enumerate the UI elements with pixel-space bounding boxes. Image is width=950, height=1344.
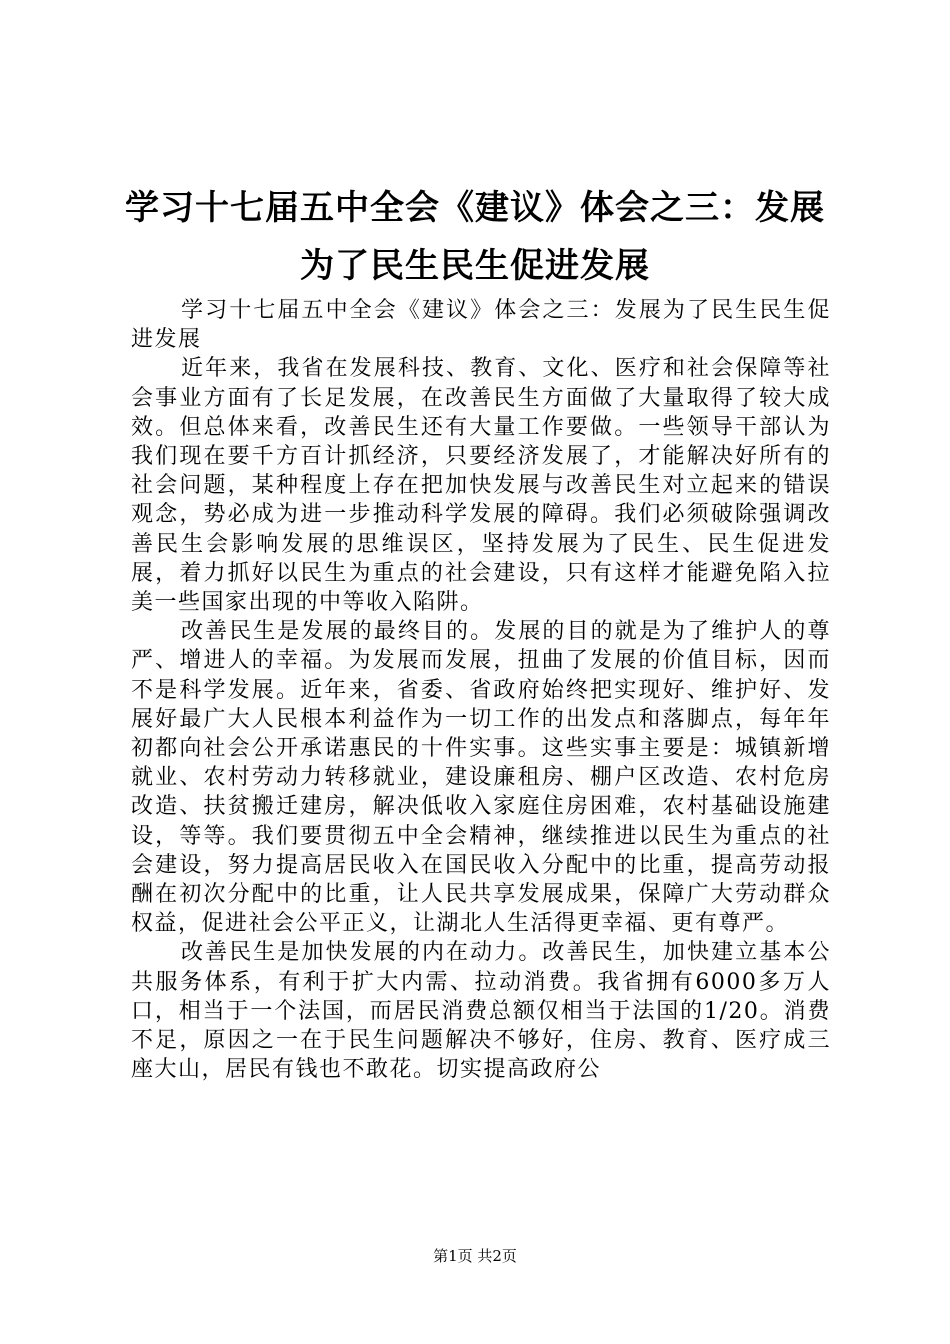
document-body (131, 296, 831, 1084)
document-title-line-1: 学习十七届五中全会《建议》体会之三：发展 (125, 188, 825, 228)
paragraph-driver: 改善民生是加快发展的内在动力。改善民生，加快建立基本公共服务体系，有利于扩大内需、拉动消费。我省拥有6000多万人口，相当于一个法国，而居民消费总额仅相当于法国的1/20。消费不足，原因之一在于民生问题解决不够好，住房、教育、医疗成三座大山，居民有钱也不敢花。切实提高政府公 (131, 940, 831, 1083)
paragraph-goal: 改善民生是发展的最终目的。发展的目的就是为了维护人的尊严、增进人的幸福。为发展而发展，扭曲了发展的价值目标，因而不是科学发展。近年来，省委、省政府始终把实现好、维护好、发展好最广大人民根本利益作为一切工作的出发点和落脚点，每年年初都向社会公开承诺惠民的十件实事。这些实事主要是：城镇新增就业、农村劳动力转移就业，建设廉租房、棚户区改造、农村危房改造、扶贫搬迁建房，解决低收入家庭住房困难，农村基础设施建设，等等。我们要贯彻五中全会精神，继续推进以民生为重点的社会建设，努力提高居民收入在国民收入分配中的比重，提高劳动报酬在初次分配中的比重，让人民共享发展成果，保障广大劳动群众权益，促进社会公平正义，让湖北人生活得更幸福、更有尊严。 (131, 619, 831, 937)
page-footer: 第1页 共2页 (433, 1247, 517, 1265)
document-title-line-2: 为了民生民生促进发展 (300, 246, 650, 286)
paragraph-subtitle: 学习十七届五中全会《建议》体会之三：发展为了民生民生促进发展 (131, 298, 831, 353)
paragraph-intro: 近年来，我省在发展科技、教育、文化、医疗和社会保障等社会事业方面有了长足发展，在改善民生方面做了大量取得了较大成效。但总体来看，改善民生还有大量工作要做。一些领导干部认为我们现在要千方百计抓经济，只要经济发展了，才能解决好所有的社会问题，某种程度上存在把加快发展与改善民生对立起来的错误观念，势必成为进一步推动科学发展的障碍。我们必须破除强调改善民生会影响发展的思维误区，坚持发展为了民生、民生促进发展，着力抓好以民生为重点的社会建设，只有这样才能避免陷入拉美一些国家出现的中等收入陷阱。 (131, 356, 831, 616)
